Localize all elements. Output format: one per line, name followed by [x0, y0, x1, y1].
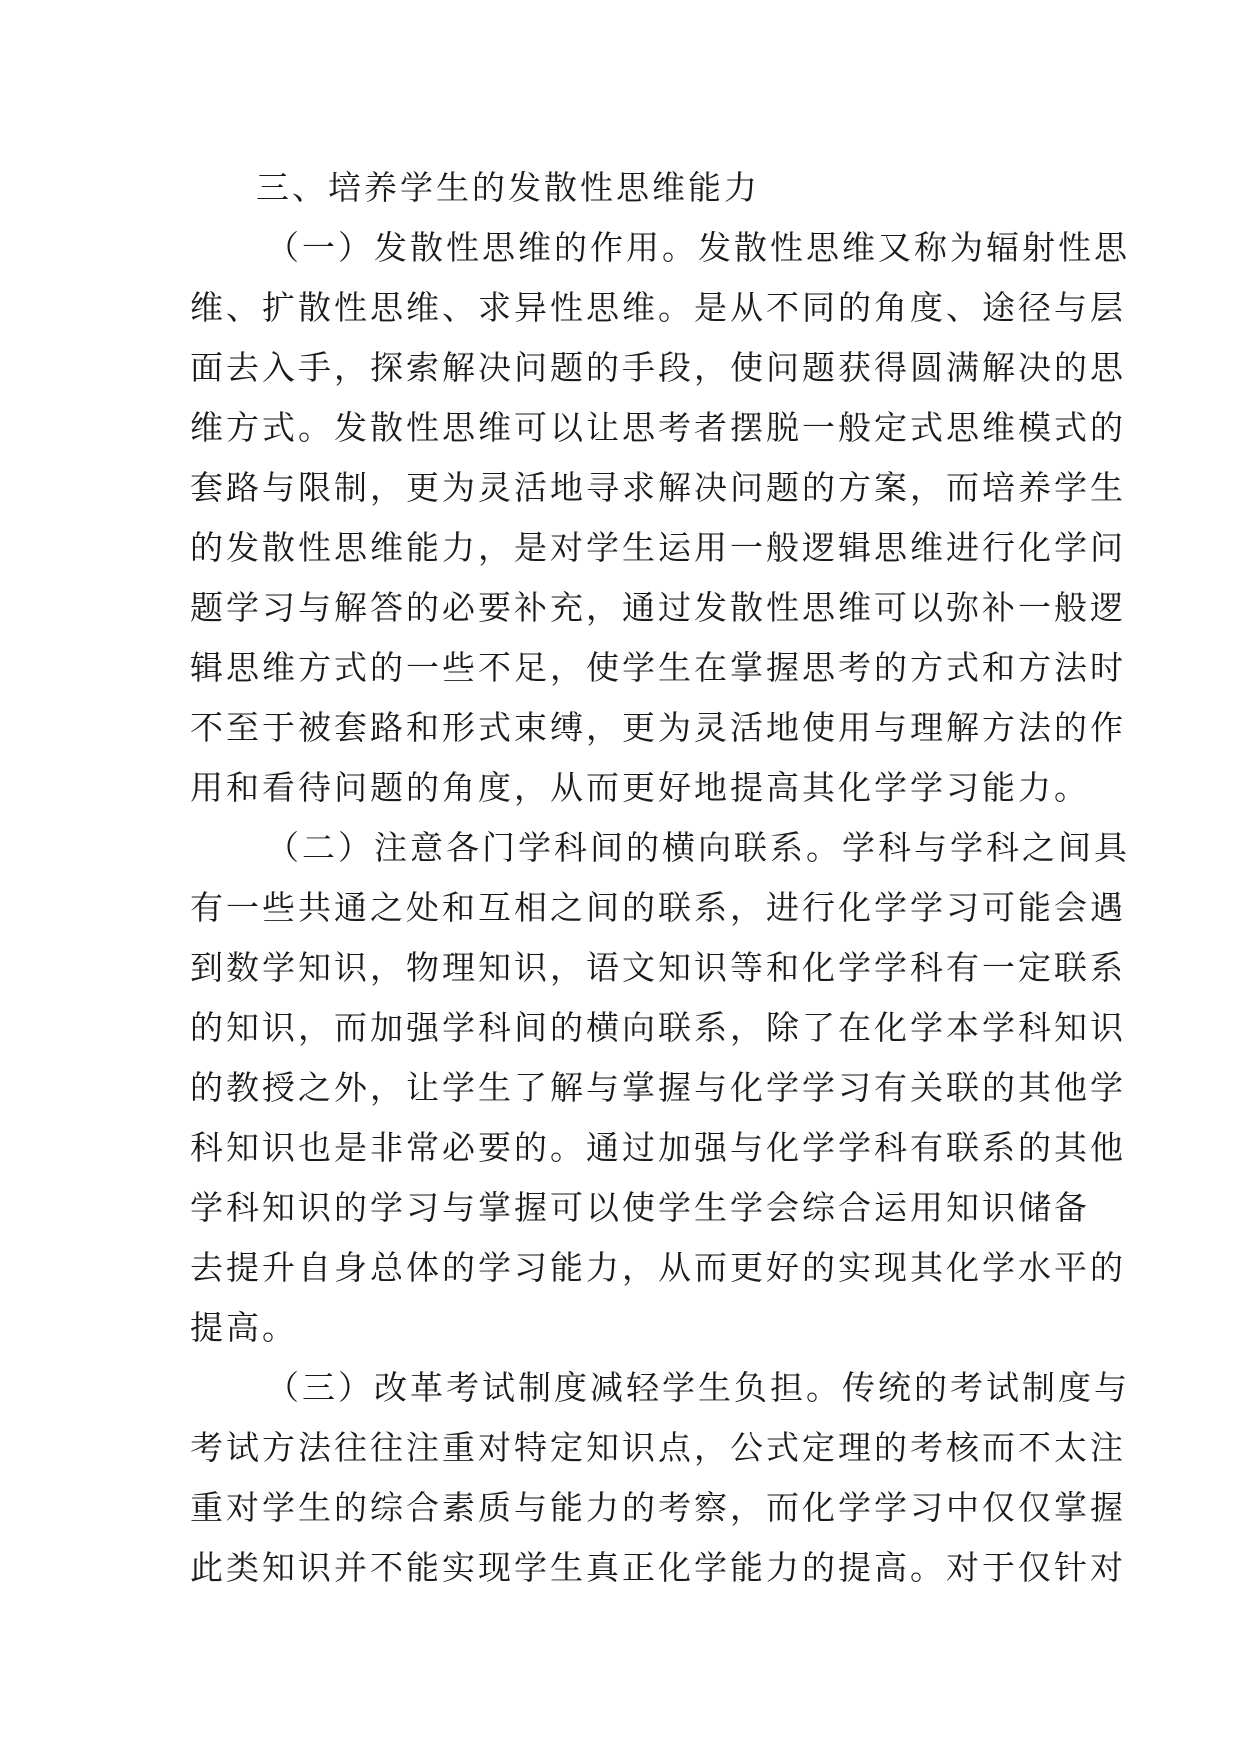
paragraph-line: （二）注意各门学科间的横向联系。学科与学科之间具: [266, 828, 1130, 867]
paragraph-line: 维方式。发散性思维可以让思考者摆脱一般定式思维模式的: [190, 408, 1126, 447]
paragraph-line: 考试方法往往注重对特定知识点，公式定理的考核而不太注: [190, 1428, 1126, 1467]
section-heading: 三、培养学生的发散性思维能力: [256, 168, 760, 207]
paragraph-line: 有一些共通之处和互相之间的联系，进行化学学习可能会遇: [190, 888, 1126, 927]
paragraph-line: 去提升自身总体的学习能力，从而更好的实现其化学水平的: [190, 1248, 1126, 1287]
paragraph-line: 提高。: [190, 1308, 298, 1347]
paragraph-line: 科知识也是非常必要的。通过加强与化学学科有联系的其他: [190, 1128, 1126, 1167]
paragraph-line: 到数学知识，物理知识，语文知识等和化学学科有一定联系: [190, 948, 1126, 987]
paragraph-line: 套路与限制，更为灵活地寻求解决问题的方案，而培养学生: [190, 468, 1126, 507]
paragraph-line: 题学习与解答的必要补充，通过发散性思维可以弥补一般逻: [190, 588, 1126, 627]
paragraph-line: 用和看待问题的角度，从而更好地提高其化学学习能力。: [190, 768, 1090, 807]
paragraph-line: 不至于被套路和形式束缚，更为灵活地使用与理解方法的作: [190, 708, 1126, 747]
paragraph-line: 辑思维方式的一些不足，使学生在掌握思考的方式和方法时: [190, 648, 1126, 687]
paragraph-line: 学科知识的学习与掌握可以使学生学会综合运用知识储备: [190, 1188, 1090, 1227]
document-body: [190, 158, 1130, 1598]
paragraph: [190, 218, 1130, 818]
paragraph-list: [190, 218, 1130, 1598]
paragraph-line: 面去入手，探索解决问题的手段，使问题获得圆满解决的思: [190, 348, 1126, 387]
paragraph-line: 的知识，而加强学科间的横向联系，除了在化学本学科知识: [190, 1008, 1126, 1047]
paragraph: [190, 1358, 1130, 1598]
paragraph-line: 的教授之外，让学生了解与掌握与化学学习有关联的其他学: [190, 1068, 1126, 1107]
paragraph-line: （三）改革考试制度减轻学生负担。传统的考试制度与: [266, 1368, 1130, 1407]
paragraph-line: 维、扩散性思维、求异性思维。是从不同的角度、途径与层: [190, 288, 1126, 327]
paragraph-line: 的发散性思维能力，是对学生运用一般逻辑思维进行化学问: [190, 528, 1126, 567]
paragraph-line: 重对学生的综合素质与能力的考察，而化学学习中仅仅掌握: [190, 1488, 1126, 1527]
paragraph-line: 此类知识并不能实现学生真正化学能力的提高。对于仅针对: [190, 1548, 1126, 1587]
paragraph-line: （一）发散性思维的作用。发散性思维又称为辐射性思: [266, 228, 1130, 267]
paragraph: [190, 818, 1130, 1358]
